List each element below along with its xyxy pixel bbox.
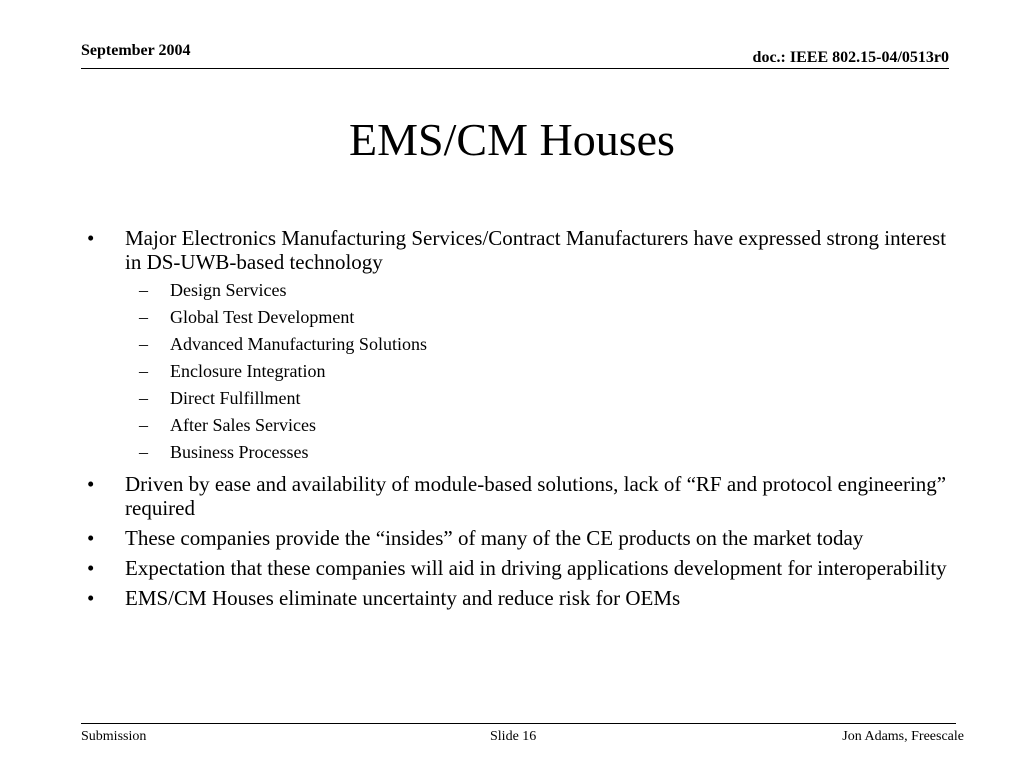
dash-marker: –: [139, 415, 148, 435]
sub-bullet-item: [125, 358, 947, 385]
dash-marker: –: [139, 307, 148, 327]
footer-slide-number: Slide 16: [490, 729, 537, 744]
header-date: September 2004: [81, 42, 191, 59]
bullet-text: Expectation that these companies will aid in driving applications development for interoperability: [125, 556, 947, 580]
bullet-marker: •: [87, 556, 95, 580]
dash-marker: –: [139, 280, 148, 300]
bullet-marker: •: [87, 526, 95, 550]
slide-title: EMS/CM Houses: [349, 114, 675, 165]
footer-author: Jon Adams, Freescale: [842, 729, 964, 744]
sub-bullet-item: [125, 385, 947, 412]
sub-bullet-item: [125, 331, 947, 358]
sub-bullet-text: Enclosure Integration: [170, 361, 326, 381]
sub-bullet-item: [125, 439, 947, 466]
dash-marker: –: [139, 334, 148, 354]
bullet-marker: •: [87, 226, 95, 250]
header-doc-id: doc.: IEEE 802.15-04/0513r0: [752, 49, 949, 66]
header-rule: [81, 68, 949, 69]
sub-list: [125, 277, 947, 466]
footer-rule: [81, 723, 956, 724]
sub-bullet-text: Design Services: [170, 280, 287, 300]
bullet-item: [87, 556, 947, 580]
bullet-marker: •: [87, 472, 95, 496]
bullet-marker: •: [87, 586, 95, 610]
bullet-item: [87, 472, 947, 520]
bullet-text: Major Electronics Manufacturing Services/Contract Manufacturers have expressed strong interest in DS-UWB-based technology: [125, 226, 947, 274]
bullet-item: [87, 586, 947, 610]
bullet-text: EMS/CM Houses eliminate uncertainty and reduce risk for OEMs: [125, 586, 681, 610]
bullet-item: [87, 526, 947, 550]
dash-marker: –: [139, 361, 148, 381]
sub-bullet-text: Direct Fulfillment: [170, 388, 301, 408]
bullet-text: Driven by ease and availability of module-based solutions, lack of “RF and protocol engineering” required: [125, 472, 947, 520]
bullet-text: These companies provide the “insides” of many of the CE products on the market today: [125, 526, 864, 550]
sub-bullet-item: [125, 304, 947, 331]
sub-bullet-text: Business Processes: [170, 442, 309, 462]
sub-bullet-item: [125, 412, 947, 439]
dash-marker: –: [139, 442, 148, 462]
sub-bullet-text: After Sales Services: [170, 415, 316, 435]
sub-bullet-item: [125, 277, 947, 304]
sub-bullet-text: Global Test Development: [170, 307, 355, 327]
sub-bullet-text: Advanced Manufacturing Solutions: [170, 334, 427, 354]
footer-submission: Submission: [81, 729, 147, 744]
bullet-item: [87, 226, 947, 466]
dash-marker: –: [139, 388, 148, 408]
slide-content: [87, 226, 947, 610]
